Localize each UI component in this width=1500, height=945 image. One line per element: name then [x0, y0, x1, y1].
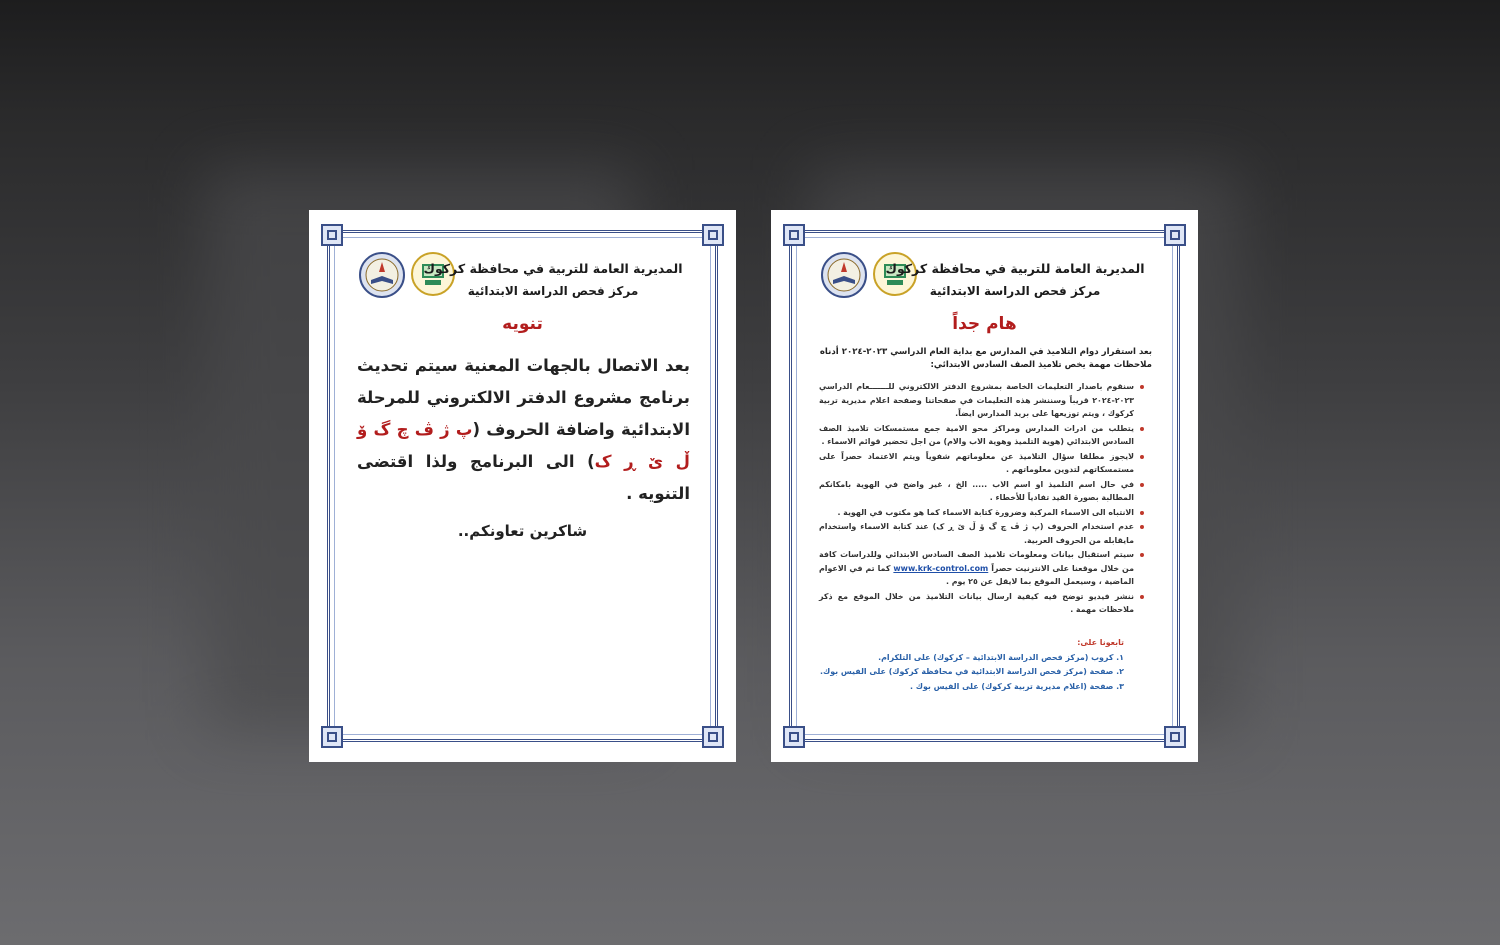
notice-text-before: بعد الاتصال بالجهات المعنية سيتم تحديث برنامج مشروع الدفتر الالكتروني للمرحلة الابتدائية واضافة الحروف (	[357, 356, 690, 439]
follow-item-telegram: ١. كروب (مركز فحص الدراسة الابتدائية – كركوك) على التلكرام.	[878, 652, 1124, 662]
center-name: مركز فحص الدراسة الابتدائية	[929, 284, 1101, 298]
list-item: سنقوم باصدار التعليمات الخاصة بمشروع الدفتر الالكتروني للـــــــعام الدراسي ٢٠٢٣-٢٠٢٤ قريباً وسننشر هذه التعليمات في صفحاتنا وصفحة اعلام مديرية تربية كركوك ، ويتم توزيعها على بريد المدارس ايضاً.	[819, 380, 1134, 421]
follow-us-title: تابعونا على:	[1077, 638, 1124, 647]
website-link[interactable]: www.krk-control.com	[893, 563, 989, 573]
follow-item-facebook-center: ٢. صفحة (مركز فحص الدراسة الابتدائية في محافظة كركوك) على الفيس بوك.	[820, 667, 1124, 676]
important-sheet	[771, 210, 1198, 762]
directorate-name: المديرية العامة للتربية في محافظة كركوك	[423, 261, 683, 276]
list-item-text: كما تم في الاعوام الماضية ، وسيعمل الموقع بما لايقل عن ٢٥ يوم .	[819, 563, 1134, 586]
follow-us-section	[819, 636, 1124, 694]
list-item	[819, 548, 1134, 589]
frame-corner-ornament	[702, 726, 724, 748]
thanks-line: شاكرين تعاونكم..	[457, 522, 588, 540]
education-directorate-logo	[359, 252, 405, 298]
list-item: في حال اسم التلميذ او اسم الاب ..... الخ ، غير واضح في الهوية بامكانكم المطالبة بصورة القيد تفادياً للأخطاء .	[819, 478, 1134, 505]
intro-paragraph: بعد استقرار دوام التلاميذ في المدارس مع بداية العام الدراسي ٢٠٢٣-٢٠٢٤ أدناه ملاحظات مهمة يخص تلاميذ الصف السادس الابتدائي:	[819, 347, 1152, 370]
list-item: الانتباه الى الاسماء المركبة وضرورة كتابة الاسماء كما هو مكتوب في الهوية .	[819, 506, 1134, 520]
center-name: مركز فحص الدراسة الابتدائية	[467, 284, 639, 298]
notice-text-after: ) الى البرنامج ولذا اقتضى التنويه .	[357, 452, 690, 503]
important-title: هام جداً	[952, 314, 1017, 334]
list-item: لايجوز مطلقا سؤال التلاميذ عن معلوماتهم شفوياً ويتم الاعتماد حصراً على مستمسكاتهم لتدوين معلوماتهم .	[819, 450, 1134, 477]
frame-corner-ornament	[783, 726, 805, 748]
directorate-name: المديرية العامة للتربية في محافظة كركوك	[885, 261, 1145, 276]
notice-sheet	[309, 210, 736, 762]
frame-corner-ornament	[1164, 224, 1186, 246]
frame-corner-ornament	[321, 726, 343, 748]
list-item: يتطلب من ادرات المدارس ومراكز محو الامية جمع مستمسكات تلاميذ الصف السادس الابتدائي (هوية التلميذ وهوية الاب والام) من اجل تحضير قوائم الاسماء .	[819, 422, 1134, 449]
notice-body	[357, 350, 690, 510]
letterhead	[819, 258, 1150, 308]
notes-list	[819, 380, 1146, 618]
list-item: ننشر فيديو توضح فيه كيفية ارسال بيانات التلاميذ من خلال الموقع مع ذكر ملاحظات مهمة .	[819, 590, 1134, 617]
frame-corner-ornament	[321, 224, 343, 246]
frame-corner-ornament	[783, 224, 805, 246]
list-item-text: سيتم استقبال بيانات ومعلومات تلاميذ الصف السادس الابتدائي وللدراسات كافة من خلال موقعنا على الانترنيت حصراً	[819, 550, 1135, 573]
list-item: عدم استخدام الحروف (پ ژ ڤ چ گ ۆ ڵ ێ ڕ ک) عند كتابة الاسماء واستخدام مايقابله من الحروف العربية.	[819, 520, 1134, 547]
frame-corner-ornament	[702, 224, 724, 246]
follow-item-facebook-directorate: ٣. صفحة (اعلام مديرية تربية كركوك) على الفيس بوك .	[909, 681, 1124, 691]
notice-title: تنويه	[502, 314, 543, 334]
kurdish-letters: پ ژ ڤ چ گ ۆ ڵ ێ ڕ ک	[357, 420, 690, 471]
frame-corner-ornament	[1164, 726, 1186, 748]
education-directorate-logo	[821, 252, 867, 298]
letterhead	[357, 258, 688, 308]
